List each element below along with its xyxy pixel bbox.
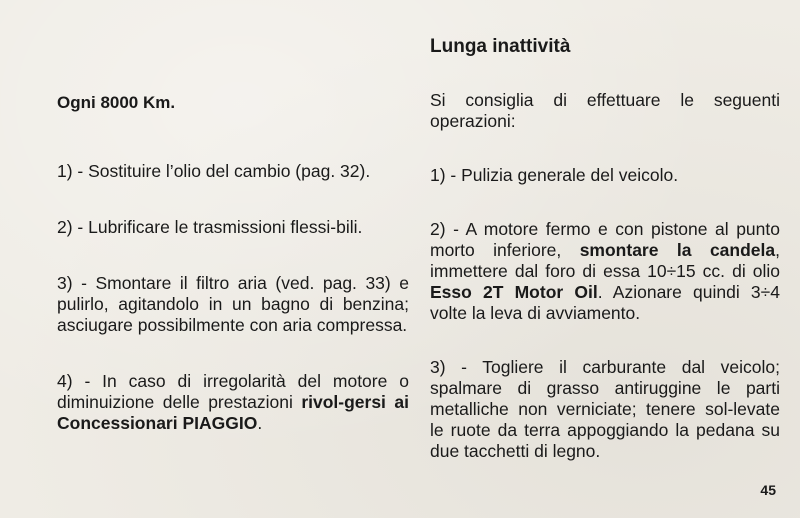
page-number: 45 (760, 482, 776, 498)
left-column (57, 92, 409, 434)
storage-item-2 (430, 219, 780, 324)
storage-item-2-bold-a: smontare la candela (579, 240, 776, 260)
storage-item-2-text-b: , immettere dal foro di essa 10÷15 cc. di olio (430, 240, 780, 281)
maintenance-item-2: 2) - Lubrificare le trasmissioni flessi-bili. (57, 217, 363, 237)
storage-item-3: 3) - Togliere il carburante dal veicolo; spalmare di grasso antiruggine le parti metalliche non verniciate; tenere sol-levate le ruote da terra appoggiando la pedana su due tacchetti di legno. (430, 357, 780, 461)
storage-item-2-text-a: 2) - A motore fermo e con pistone al punto morto inferiore, (430, 219, 780, 260)
maintenance-item-3: 3) - Smontare il filtro aria (ved. pag. 33) e pulirlo, agitandolo in un bagno di benzina; asciugare possibilmente con aria compressa. (57, 273, 409, 335)
maintenance-item-4-end: . (257, 413, 263, 433)
storage-item-1: 1) - Pulizia generale del veicolo. (430, 165, 679, 185)
maintenance-item-1: 1) - Sostituire l’olio del cambio (pag. 32). (57, 161, 371, 181)
maintenance-item-4-text: 4) - In caso di irregolarità del motore o diminuizione delle prestazioni (57, 371, 409, 412)
maintenance-item-4-bold: rivol-gersi ai Concessionari PIAGGIO (57, 392, 409, 433)
storage-item-2-bold-b: Esso 2T Motor Oil (430, 282, 598, 302)
storage-intro: Si consiglia di effettuare le seguenti operazioni: (430, 90, 780, 131)
right-column (430, 36, 780, 462)
storage-item-2-text-c: . Azionare quindi 3÷4 volte la leva di avviamento. (430, 282, 780, 323)
section-title: Lunga inattività (430, 36, 571, 57)
maintenance-heading: Ogni 8000 Km. (57, 93, 176, 112)
maintenance-item-4 (57, 371, 409, 434)
